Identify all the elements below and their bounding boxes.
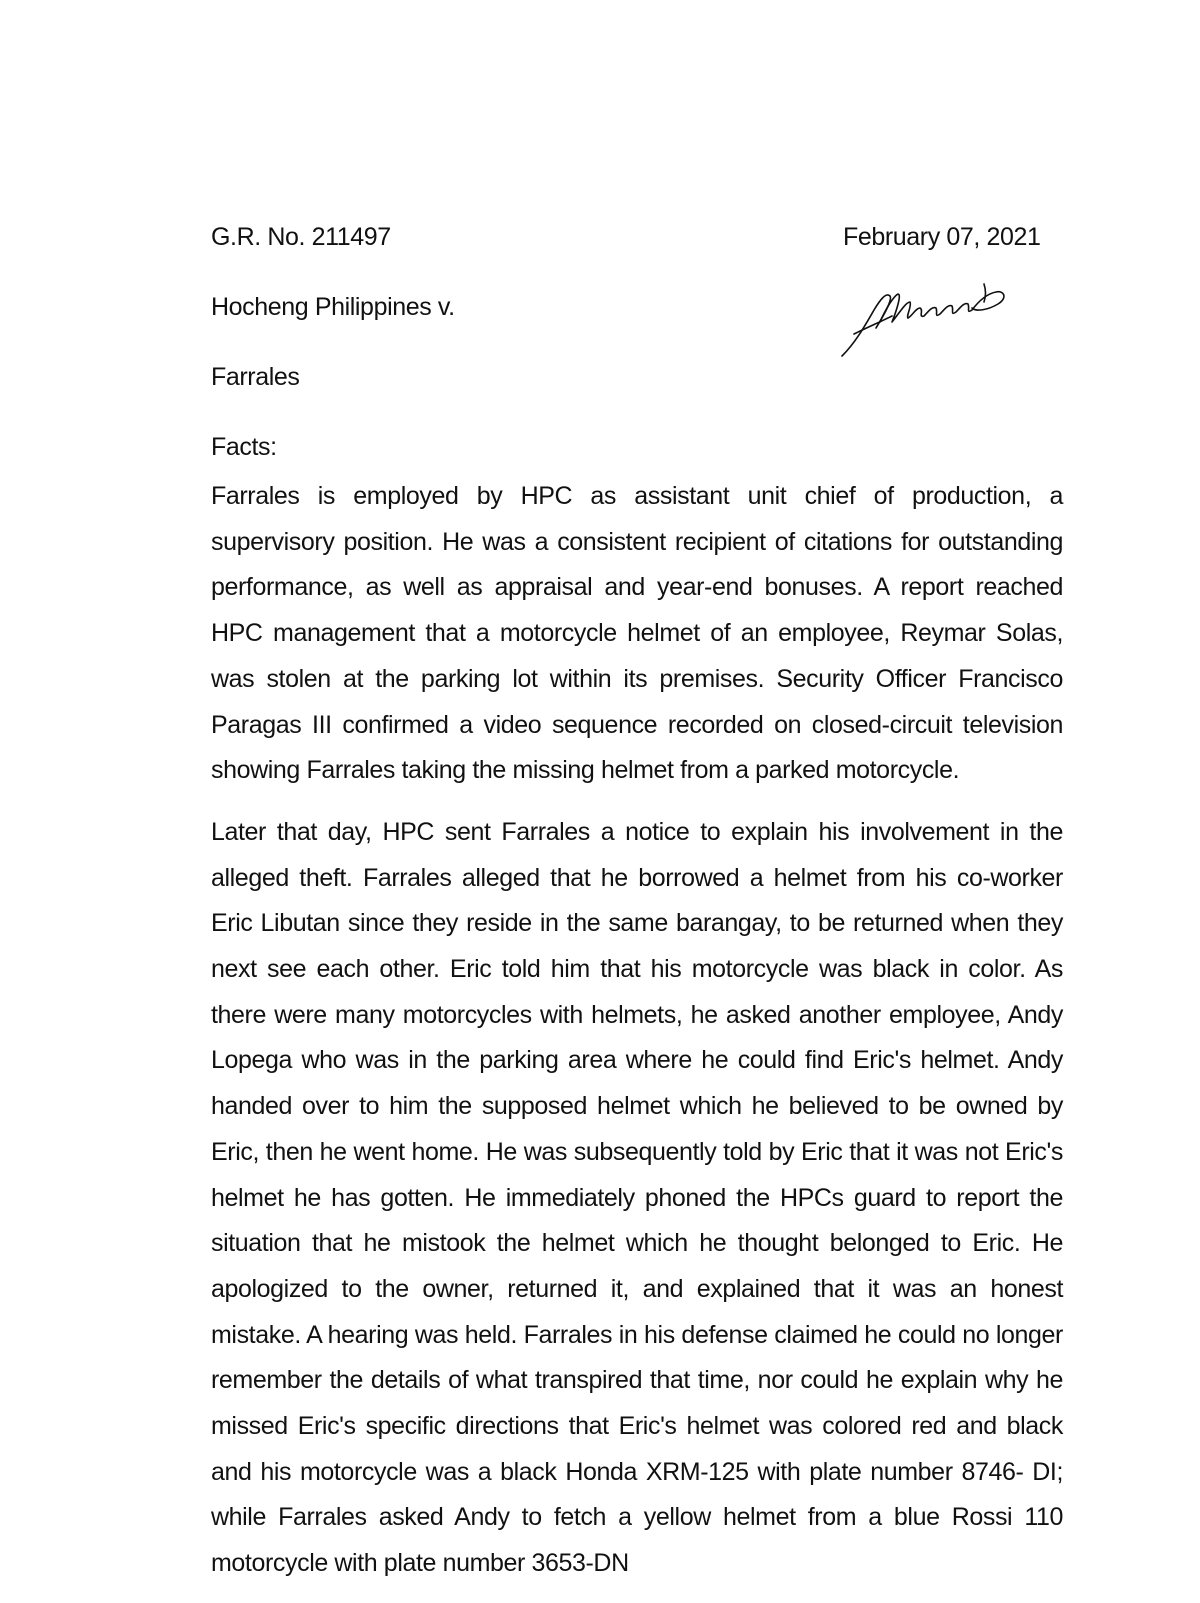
case-number: G.R. No. 211497 [211, 223, 391, 251]
case-header [211, 212, 455, 492]
document-date: February 07, 2021 [843, 223, 1041, 251]
facts-paragraph-2: Later that day, HPC sent Farrales a notice to explain his involvement in the alleged theft. Farrales alleged that he borrowed a helmet from his co-worker Eric Libutan since they reside in the same barangay, to be returned when they next see each other. Eric told him that his motorcycle was black in color. As there were many motorcycles with helmets, he asked another employee, Andy Lopega who was in the parking area where he could find Eric's helmet. Andy handed over to him the supposed helmet which he believed to be owned by Eric, then he went home. He was subsequently told by Eric that it was not Eric's helmet he has gotten. He immediately phoned the HPCs guard to report the situation that he mistook the helmet which he thought belonged to Eric. He apologized to the owner, returned it, and explained that it was an honest mistake. A hearing was held. Farrales in his defense claimed he could no longer remember the details of what transpired that time, nor could he explain why he missed Eric's specific directions that Eric's helmet was colored red and black and his motorcycle was a black Honda XRM-125 with plate number 8746- DI; while Farrales asked Andy to fetch a yellow helmet from a blue Rossi 110 motorcycle with plate number 3653-DN [211, 817, 1063, 1578]
case-title-line-1: Hocheng Philippines v. [211, 293, 455, 321]
facts-body [211, 474, 1063, 1603]
section-heading: Facts: [211, 433, 277, 461]
signature-image [836, 272, 1016, 362]
facts-paragraph-1: Farrales is employed by HPC as assistant unit chief of production, a supervisory position. He was a consistent recipient of citations for outstanding performance, as well as appraisal and year-end bonuses. A report reached HPC management that a motorcycle helmet of an employee, Reymar Solas, was stolen at the parking lot within its premises. Security Officer Francisco Paragas III confirmed a video sequence recorded on closed-circuit television showing Farrales taking the missing helmet from a parked motorcycle. [211, 482, 1063, 785]
case-title-line-2: Farrales [211, 363, 300, 391]
